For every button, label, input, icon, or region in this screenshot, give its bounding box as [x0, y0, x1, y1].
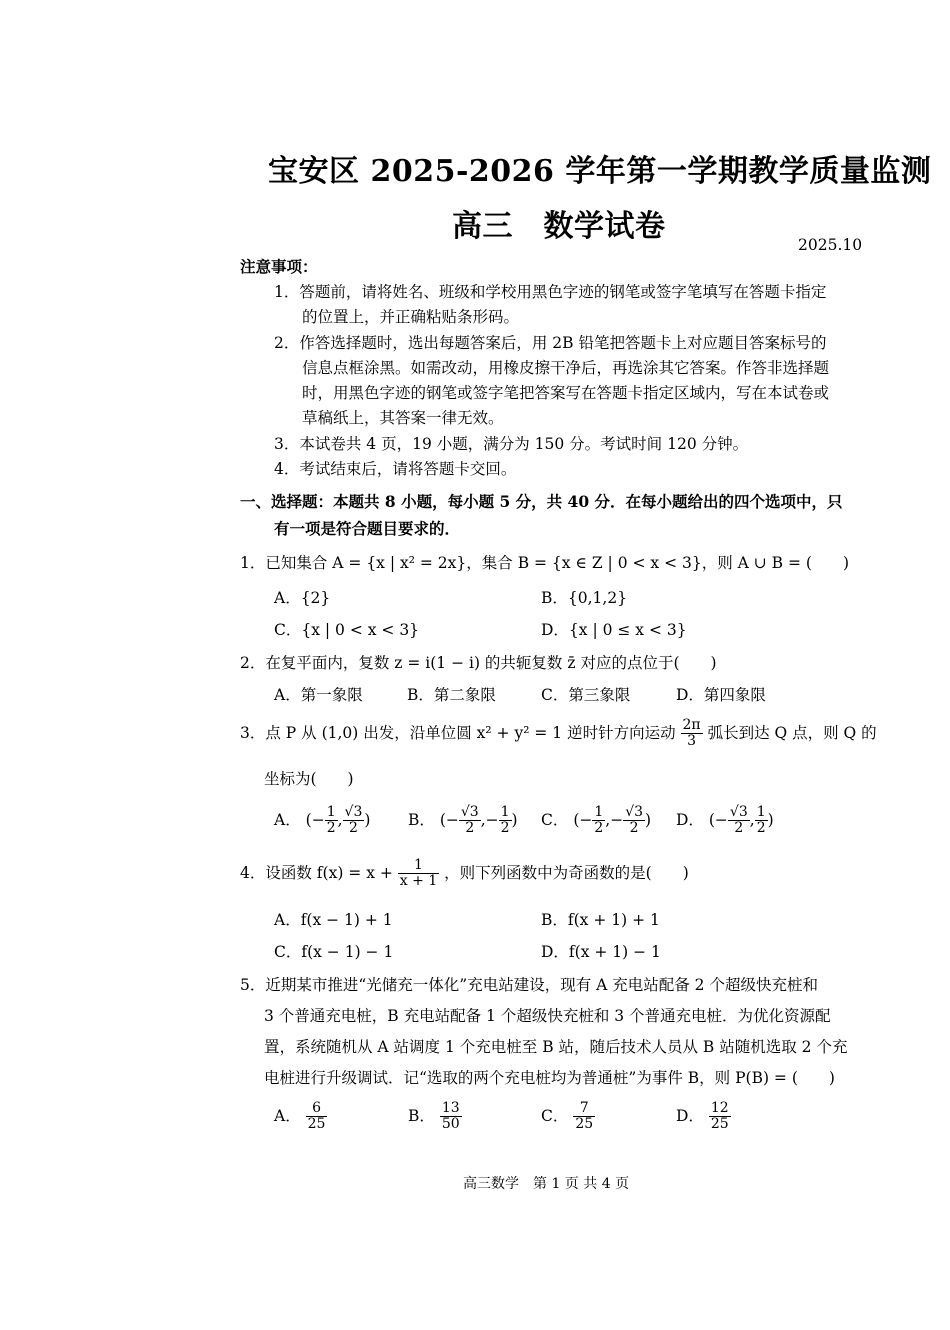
q3-a-open: (− — [305, 811, 325, 830]
q3-c-frac1 — [592, 805, 605, 837]
q5-c-den: 25 — [575, 1116, 594, 1133]
q1-option-a: A．{2} — [274, 589, 331, 607]
note-line: 时，用黑色字迹的钢笔或签字笔把答案写在答题卡指定区域内，写在本试卷或 — [302, 384, 830, 402]
q5-c-frac — [573, 1101, 595, 1133]
q5-d-label: D． — [676, 1107, 704, 1126]
q5-option-c — [541, 1101, 595, 1133]
note-line: 的位置上，并正确粘贴条形码。 — [302, 308, 520, 326]
q3-option-a — [274, 805, 370, 837]
q3-a-frac2-den: 2 — [349, 820, 358, 837]
notes-heading: 注意事项： — [240, 257, 318, 276]
question-5-line: 3 个普通充电桩，B 充电站配备 1 个超级快充桩和 3 个普通充电桩．为优化资源配 — [264, 1007, 831, 1025]
q5-option-b — [408, 1101, 462, 1133]
note-line: 信息点框涂黑。如需改动，用橡皮擦干净后，再选涂其它答案。作答非选择题 — [302, 359, 830, 377]
q3-d-open: (− — [708, 811, 728, 830]
q3-a-sep: , — [337, 811, 343, 830]
q4-option-a: A．f(x − 1) + 1 — [274, 911, 393, 929]
q3-arc-num: 2π — [682, 717, 701, 733]
q3-a-frac2 — [343, 805, 365, 837]
question-2-stem: 2．在复平面内，复数 z = i(1 − i) 的共轭复数 z̄ 对应的点位于( ) — [240, 654, 717, 672]
q4-frac-num: 1 — [398, 858, 439, 874]
q3-option-b — [408, 805, 518, 837]
q5-b-frac — [440, 1101, 462, 1133]
q2-option-c: C．第三象限 — [541, 686, 631, 704]
q3-c-sep: ,− — [605, 811, 624, 830]
q3-c-frac2 — [623, 805, 645, 837]
question-5-line: 电桩进行升级调试．记“选取的两个充电桩均为普通桩”为事件 B，则 P(B) = ( ) — [264, 1069, 835, 1087]
q3-d-frac2 — [755, 805, 768, 837]
exam-date: 2025.10 — [798, 236, 863, 254]
q5-a-den: 25 — [307, 1116, 326, 1133]
q5-c-num: 7 — [573, 1101, 595, 1117]
q4-fraction — [398, 858, 439, 890]
q4-frac-den: x + 1 — [399, 873, 438, 890]
q3-c-open: (− — [573, 811, 593, 830]
q3-d-sep: , — [749, 811, 755, 830]
q3-option-d — [676, 805, 774, 837]
note-line: 3．本试卷共 4 页，19 小题，满分为 150 分。考试时间 120 分钟。 — [274, 435, 749, 453]
q4-stem-post: ，则下列函数中为奇函数的是( ) — [444, 864, 689, 883]
q3-c-frac2-num: √3 — [625, 804, 644, 820]
question-3-stem — [240, 718, 877, 750]
q3-a-close: ) — [364, 811, 371, 830]
q5-d-num: 12 — [710, 1100, 729, 1116]
q3-option-c — [541, 805, 651, 837]
note-line: 2．作答选择题时，选出每题答案后，用 2B 铅笔把答题卡上对应题目答案标号的 — [274, 334, 827, 352]
q5-b-label: B． — [408, 1107, 435, 1126]
q1-option-b: B．{0,1,2} — [541, 589, 628, 607]
q3-stem-post: 弧长到达 Q 点，则 Q 的 — [707, 724, 877, 743]
q3-d-close: ) — [767, 811, 774, 830]
note-line: 草稿纸上，其答案一律无效。 — [302, 409, 504, 427]
q4-option-c: C．f(x − 1) − 1 — [274, 943, 394, 961]
q3-b-close: ) — [511, 811, 518, 830]
q3-arc-fraction — [681, 718, 703, 750]
question-1-stem: 1．已知集合 A = {x | x² = 2x}，集合 B = {x ∈ Z | 0 < x < 3}，则 A ∪ B = ( ) — [240, 554, 849, 572]
q3-stem-pre: 3．点 P 从 (1,0) 出发，沿单位圆 x² + y² = 1 逆时针方向运动 — [240, 724, 676, 743]
q3-c-frac2-den: 2 — [629, 820, 639, 837]
q1-option-c: C．{x | 0 < x < 3} — [274, 621, 420, 639]
q3-b-frac1 — [459, 805, 481, 837]
q3-c-frac1-num: 1 — [594, 804, 604, 820]
q3-d-frac2-den: 2 — [756, 820, 766, 837]
q3-d-frac2-num: 1 — [756, 804, 766, 820]
question-5-line: 置，系统随机从 A 站调度 1 个充电桩至 B 站，随后技术人员从 B 站随机选取 2 个充 — [264, 1038, 848, 1056]
q3-b-frac2-den: 2 — [500, 820, 510, 837]
q3-d-frac1-den: 2 — [734, 820, 744, 837]
q3-a-frac1 — [325, 805, 338, 837]
q4-option-b: B．f(x + 1) + 1 — [541, 911, 660, 929]
q3-a-frac1-num: 1 — [326, 804, 336, 820]
q2-option-d: D．第四象限 — [676, 686, 766, 704]
exam-subtitle: 高三 数学试卷 — [452, 209, 666, 244]
q3-b-frac2-num: 1 — [500, 804, 510, 820]
q3-d-frac1 — [728, 805, 750, 837]
q4-option-d: D．f(x + 1) − 1 — [541, 943, 661, 961]
q3-c-frac1-den: 2 — [594, 820, 604, 837]
exam-title: 宝安区 2025-2026 学年第一学期教学质量监测 — [268, 154, 932, 189]
note-line: 1．答题前，请将姓名、班级和学校用黑色字迹的钢笔或签字笔填写在答题卡指定 — [274, 283, 827, 301]
q3-b-sep: ,− — [480, 811, 499, 830]
q3-a-label: A． — [274, 811, 301, 830]
q3-b-label: B． — [408, 811, 435, 830]
q3-a-frac2-num: √3 — [344, 804, 363, 820]
question-5-line: 5．近期某市推进“光储充一体化”充电站建设，现有 A 充电站配备 2 个超级快充桩和 — [240, 976, 818, 994]
q5-a-label: A． — [274, 1107, 301, 1126]
q3-a-frac1-den: 2 — [326, 820, 336, 837]
q3-stem-line2: 坐标为( ) — [264, 770, 354, 788]
q5-d-frac — [709, 1101, 731, 1133]
q3-c-label: C． — [541, 811, 569, 830]
q3-c-close: ) — [645, 811, 652, 830]
q3-b-frac2 — [499, 805, 512, 837]
q5-option-d — [676, 1101, 731, 1133]
q4-stem-pre: 4．设函数 f(x) = x + — [240, 864, 393, 883]
q5-b-num: 13 — [441, 1100, 460, 1116]
question-4-stem — [240, 858, 689, 890]
q3-arc-den: 3 — [687, 733, 697, 750]
q5-c-label: C． — [541, 1107, 569, 1126]
note-line: 4．考试结束后，请将答题卡交回。 — [274, 460, 517, 478]
q1-option-d: D．{x | 0 ≤ x < 3} — [541, 621, 687, 639]
q5-d-den: 25 — [710, 1116, 729, 1133]
q2-option-b: B．第二象限 — [407, 686, 496, 704]
q5-option-a — [274, 1101, 327, 1133]
q3-b-frac1-num: √3 — [460, 804, 479, 820]
section-heading: 一、选择题：本题共 8 小题，每小题 5 分，共 40 分．在每小题给出的四个选项中，只 — [240, 492, 843, 511]
q5-b-den: 50 — [441, 1116, 460, 1133]
q5-a-frac — [306, 1101, 328, 1133]
page-footer: 高三数学 第 1 页 共 4 页 — [463, 1176, 630, 1192]
q5-a-num: 6 — [306, 1101, 328, 1117]
q3-d-label: D． — [676, 811, 704, 830]
q3-d-frac1-num: √3 — [729, 804, 748, 820]
section-heading-cont: 有一项是符合题目要求的． — [274, 519, 461, 538]
q3-b-frac1-den: 2 — [465, 820, 475, 837]
q3-b-open: (− — [439, 811, 459, 830]
q2-option-a: A．第一象限 — [274, 686, 363, 704]
